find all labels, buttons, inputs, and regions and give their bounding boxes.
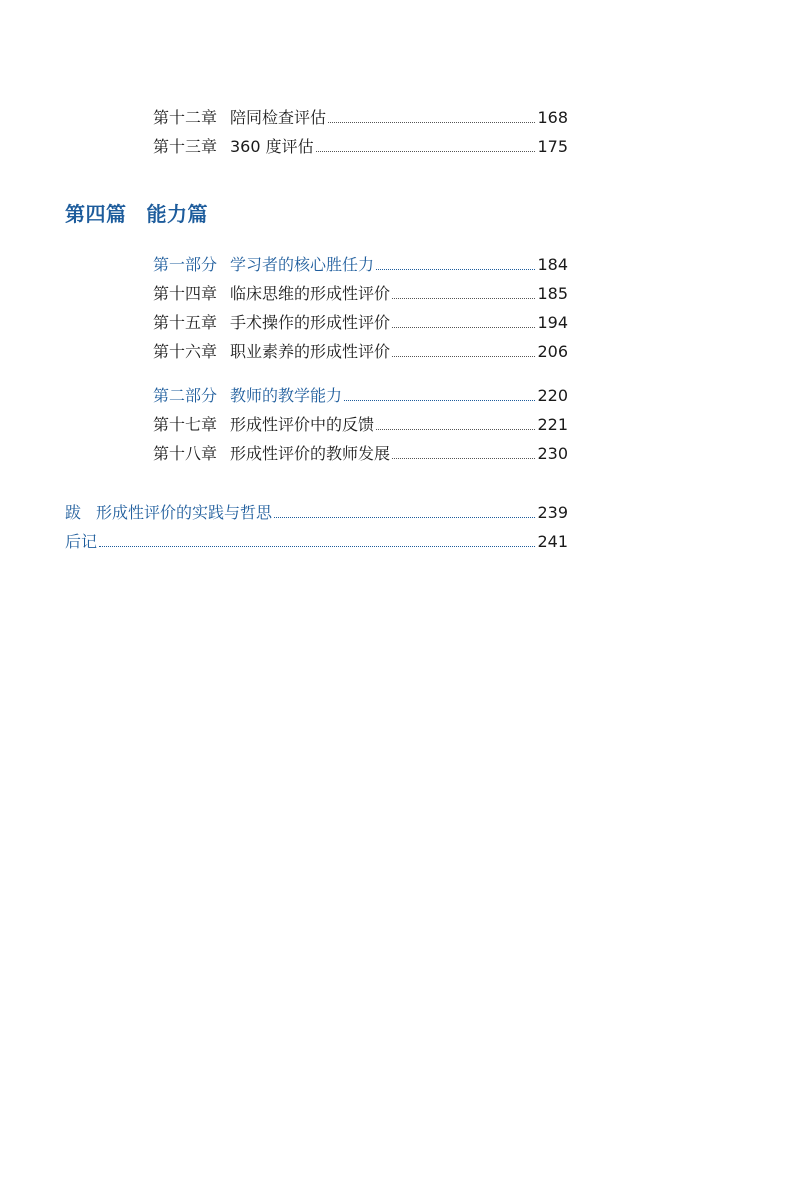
chapter-title: 形成性评价中的反馈 — [230, 415, 375, 434]
toc-entry-chapter-15[interactable] — [153, 312, 568, 334]
chapter-label: 第十七章 — [153, 415, 218, 434]
chapter-title: 形成性评价的教师发展 — [230, 444, 391, 463]
leader-dots — [392, 326, 535, 328]
leader-dots — [392, 297, 535, 299]
toc-entry-epilogue[interactable] — [65, 502, 568, 524]
toc-entry-section-2[interactable] — [153, 385, 568, 407]
section-label: 第一部分 — [153, 255, 218, 274]
toc-entry-chapter-13[interactable] — [153, 136, 568, 158]
chapter-title: 陪同检查评估 — [230, 108, 327, 127]
chapter-label: 第十六章 — [153, 342, 218, 361]
leader-dots — [274, 516, 535, 518]
leader-dots — [376, 428, 535, 430]
chapter-title: 360 度评估 — [230, 137, 314, 156]
chapter-title: 临床思维的形成性评价 — [230, 284, 391, 303]
chapter-label: 第十二章 — [153, 108, 218, 127]
afterword-title: 后记 — [65, 532, 98, 551]
page-number: 239 — [537, 503, 568, 522]
page-number: 185 — [537, 284, 568, 303]
chapter-label: 第十三章 — [153, 137, 218, 156]
leader-dots — [316, 150, 536, 152]
page-number: 168 — [537, 108, 568, 127]
page-number: 175 — [537, 137, 568, 156]
chapter-label: 第十八章 — [153, 444, 218, 463]
section-label: 第二部分 — [153, 386, 218, 405]
chapter-title: 手术操作的形成性评价 — [230, 313, 391, 332]
toc-entry-chapter-16[interactable] — [153, 341, 568, 363]
leader-dots — [392, 457, 535, 459]
part-title: 能力篇 — [146, 202, 208, 226]
epilogue-label: 跋 — [65, 503, 82, 522]
toc-entry-afterword[interactable] — [65, 531, 568, 553]
leader-dots — [328, 121, 535, 123]
chapter-title: 职业素养的形成性评价 — [230, 342, 391, 361]
page-number: 221 — [537, 415, 568, 434]
section-title: 学习者的核心胜任力 — [230, 255, 375, 274]
page-number: 220 — [537, 386, 568, 405]
toc-entry-chapter-18[interactable] — [153, 443, 568, 465]
toc-entry-section-1[interactable] — [153, 254, 568, 276]
leader-dots — [376, 268, 535, 270]
part-label: 第四篇 — [65, 202, 127, 226]
page-number: 184 — [537, 255, 568, 274]
chapter-label: 第十四章 — [153, 284, 218, 303]
part-heading[interactable] — [65, 198, 208, 227]
toc-entry-chapter-14[interactable] — [153, 283, 568, 305]
leader-dots — [344, 399, 535, 401]
chapter-label: 第十五章 — [153, 313, 218, 332]
page-number: 230 — [537, 444, 568, 463]
page-number: 206 — [537, 342, 568, 361]
page-number: 241 — [537, 532, 568, 551]
toc-entry-chapter-17[interactable] — [153, 414, 568, 436]
epilogue-title: 形成性评价的实践与哲思 — [96, 503, 273, 522]
toc-entry-chapter-12[interactable] — [153, 107, 568, 129]
section-title: 教师的教学能力 — [230, 386, 343, 405]
page-number: 194 — [537, 313, 568, 332]
leader-dots — [392, 355, 535, 357]
leader-dots — [99, 545, 535, 547]
